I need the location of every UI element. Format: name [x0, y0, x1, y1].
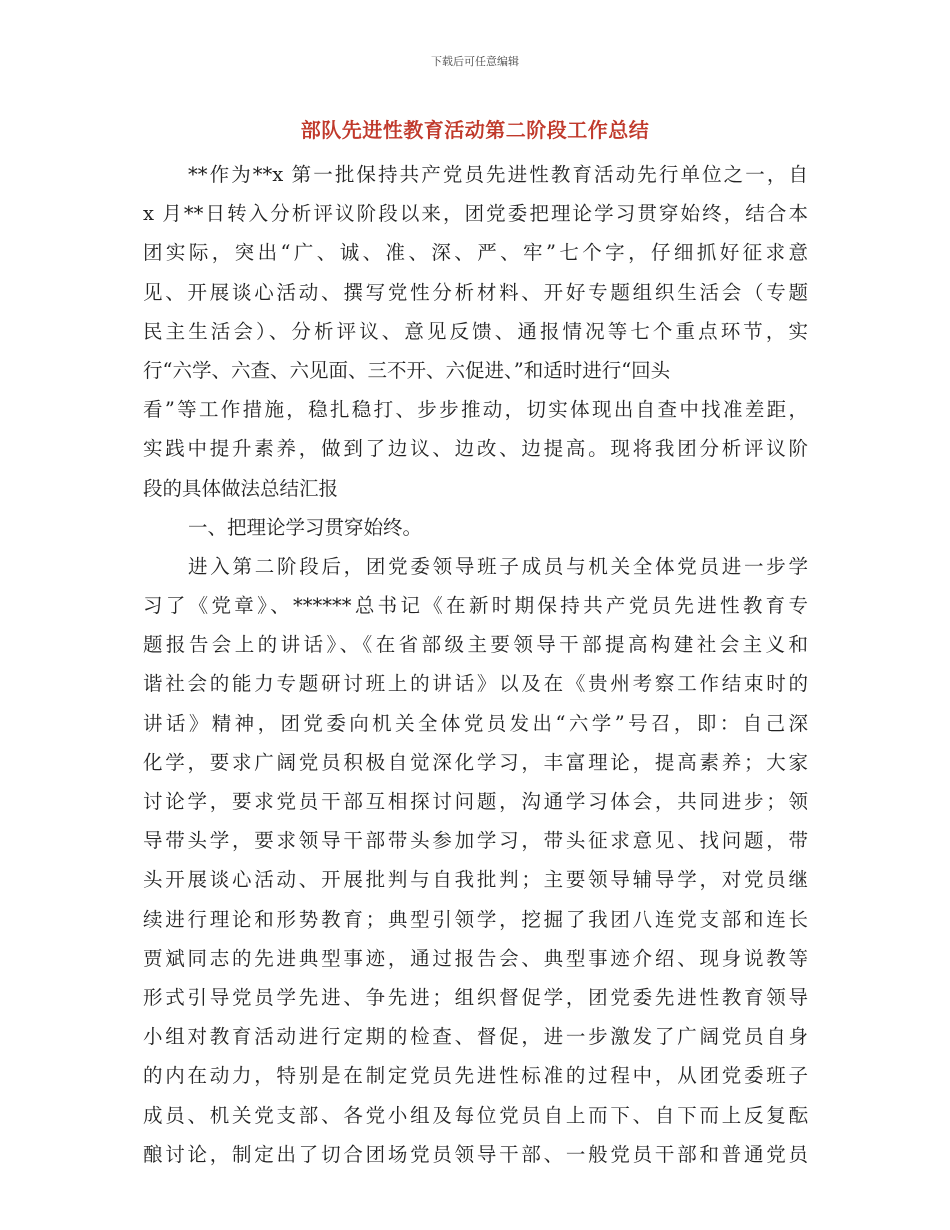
- text-line: x 月**日转入分析评议阶段以来，团党委把理论学习贯穿始终，结合本: [143, 202, 808, 226]
- text-line: 谐社会的能力专题研讨班上的讲话》以及在《贵州考察工作结束时的: [143, 672, 808, 696]
- text-line: 讲话》精神，团党委向机关全体党员发出“六学”号召，即：自己深: [143, 711, 808, 735]
- text-line: 民主生活会）、分析评议、意见反馈、通报情况等七个重点环节，实: [143, 319, 808, 343]
- text-line: 导带头学，要求领导干部带头参加学习，带头征求意见、找问题，带: [143, 829, 808, 853]
- text-line: 讨论学，要求党员干部互相探讨问题，沟通学习体会，共同进步；领: [143, 790, 808, 813]
- text-line: 化学，要求广阔党员积极自觉深化学习，丰富理论，提高素养；大家: [143, 750, 808, 774]
- text-line: 习了《党章》、******总书记《在新时期保持共产党员先进性教育专: [143, 594, 808, 618]
- text-line: 的内在动力，特别是在制定党员先进性标准的过程中，从团党委班子: [143, 1064, 808, 1088]
- text-line: 看”等工作措施，稳扎稳打、步步推动，切实体现出自查中找准差距，: [143, 398, 808, 422]
- text-line: 团实际，突出“广、诚、准、深、严、牢”七个字，仔细抓好征求意: [143, 241, 808, 265]
- text-line: 成员、机关党支部、各党小组及每位党员自上而下、自下而上反复酝: [143, 1103, 808, 1127]
- text-line: 段的具体做法总结汇报: [143, 476, 339, 500]
- text-line: 形式引导党员学先进、争先进；组织督促学，团党委先进性教育领导: [143, 985, 808, 1009]
- text-line: **作为**x 第一批保持共产党员先进性教育活动先行单位之一，自: [188, 163, 808, 186]
- text-line: 酿讨论，制定出了切合团场党员领导干部、一般党员干部和普通党员: [143, 1142, 808, 1166]
- document-title: 部队先进性教育活动第二阶段工作总结: [300, 118, 650, 142]
- text-line: 题报告会上的讲话》、《在省部级主要领导干部提高构建社会主义和: [143, 633, 808, 657]
- text-line: 进入第二阶段后，团党委领导班子成员与机关全体党员进一步学: [188, 554, 808, 578]
- text-line: 贾斌同志的先进典型事迹，通过报告会、典型事迹介绍、现身说教等: [143, 946, 808, 970]
- page-header-note: 下载后可任意编辑: [431, 55, 519, 68]
- text-line: 小组对教育活动进行定期的检查、督促，进一步激发了广阔党员自身: [143, 1025, 808, 1049]
- text-line: 头开展谈心活动、开展批判与自我批判；主要领导辅导学，对党员继: [143, 868, 808, 892]
- text-line: 行“六学、六查、六见面、三不开、六促进、”和适时进行“回头: [143, 358, 671, 382]
- text-line: 实践中提升素养，做到了边议、边改、边提高。现将我团分析评议阶: [143, 437, 808, 461]
- text-line: 一、把理论学习贯穿始终。: [188, 515, 423, 539]
- text-line: 见、开展谈心活动、撰写党性分析材料、开好专题组织生活会（专题: [143, 280, 808, 304]
- document-body: [143, 155, 808, 1174]
- text-line: 续进行理论和形势教育；典型引领学，挖掘了我团八连党支部和连长: [143, 907, 808, 931]
